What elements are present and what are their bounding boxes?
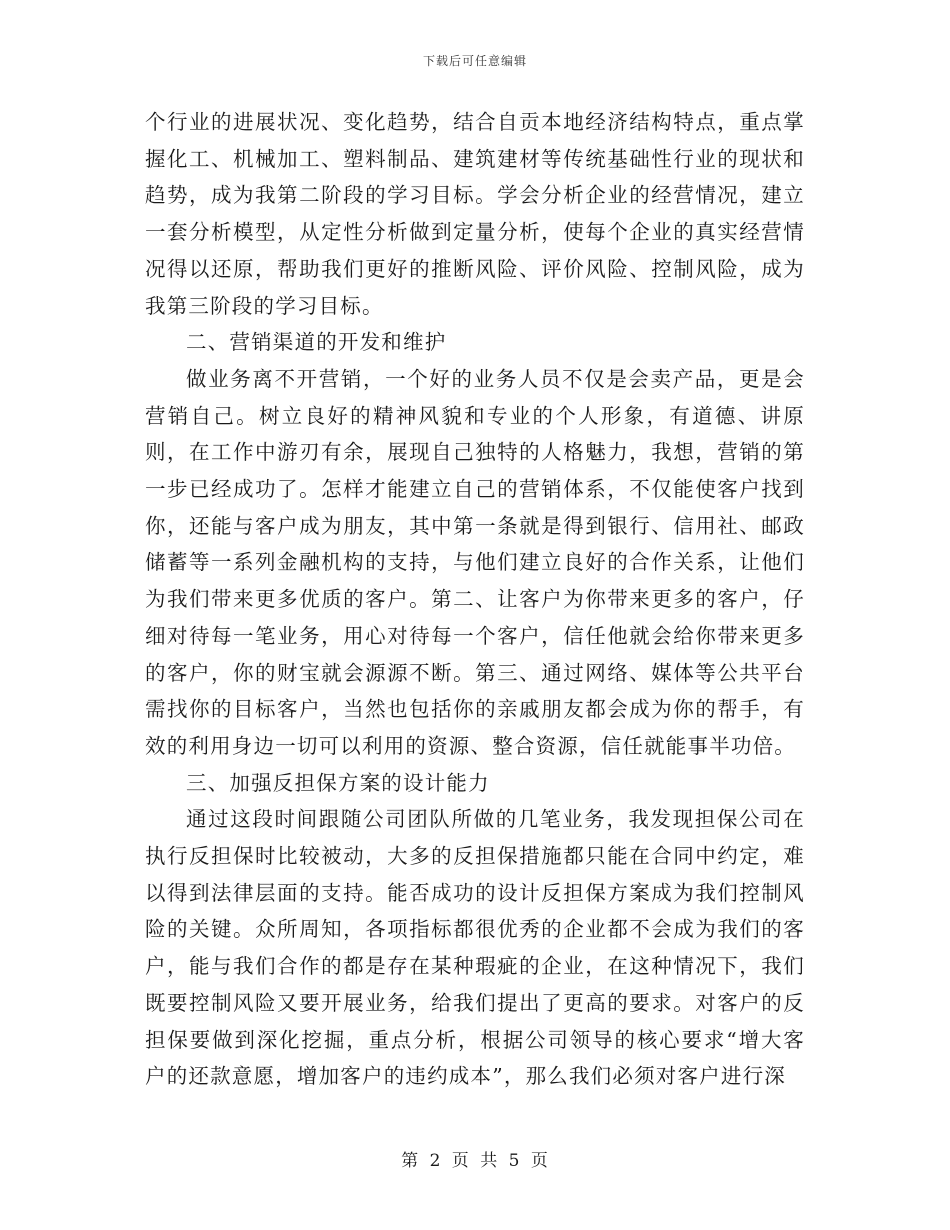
document-body: [145, 104, 805, 1095]
paragraph-continuation: 个行业的进展状况、变化趋势，结合自贡本地经济结构特点，重点掌握化工、机械加工、塑料制品、建筑建材等传统基础性行业的现状和趋势，成为我第二阶段的学习目标。学会分析企业的经营情况，建立一套分析模型，从定性分析做到定量分析，使每个企业的真实经营情况得以还原，帮助我们更好的推断风险、评价风险、控制风险，成为我第三阶段的学习目标。: [145, 110, 805, 318]
paragraph-marketing: 做业务离不开营销，一个好的业务人员不仅是会卖产品，更是会营销自己。树立良好的精神风貌和专业的个人形象，有道德、讲原则，在工作中游刃有余，展现自己独特的人格魅力，我想，营销的第一步已经成功了。怎样才能建立自己的营销体系，不仅能使客户找到你，还能与客户成为朋友，其中第一条就是得到银行、信用社、邮政储蓄等一系列金融机构的支持，与他们建立良好的合作关系，让他们为我们带来更多优质的客户。第二、让客户为你带来更多的客户，仔细对待每一笔业务，用心对待每一个客户，信任他就会给你带来更多的客户，你的财宝就会源源不断。第三、通过网络、媒体等公共平台需找你的目标客户，当然也包括你的亲戚朋友都会成为你的帮手，有效的利用身边一切可以利用的资源、整合资源，信任就能事半功倍。: [145, 366, 805, 758]
page-number: 第 2 页 共 5 页: [401, 1151, 549, 1171]
section-heading-marketing: 二、营销渠道的开发和维护: [186, 330, 447, 355]
section-heading-counter-guarantee: 三、加强反担保方案的设计能力: [186, 770, 490, 795]
paragraph-counter-guarantee: 通过这段时间跟随公司团队所做的几笔业务，我发现担保公司在执行反担保时比较被动，大多的反担保措施都只能在合同中约定，难以得到法律层面的支持。能否成功的设计反担保方案成为我们控制风险的关键。众所周知，各项指标都很优秀的企业都不会成为我们的客户，能与我们合作的都是存在某种瑕疵的企业，在这种情况下，我们既要控制风险又要开展业务，给我们提出了更高的要求。对客户的反担保要做到深化挖掘，重点分析，根据公司领导的核心要求“增大客户的还款意愿，增加客户的违约成本”，那么我们必须对客户进行深: [145, 807, 805, 1089]
page-header: 下载后可任意编辑: [422, 54, 527, 68]
